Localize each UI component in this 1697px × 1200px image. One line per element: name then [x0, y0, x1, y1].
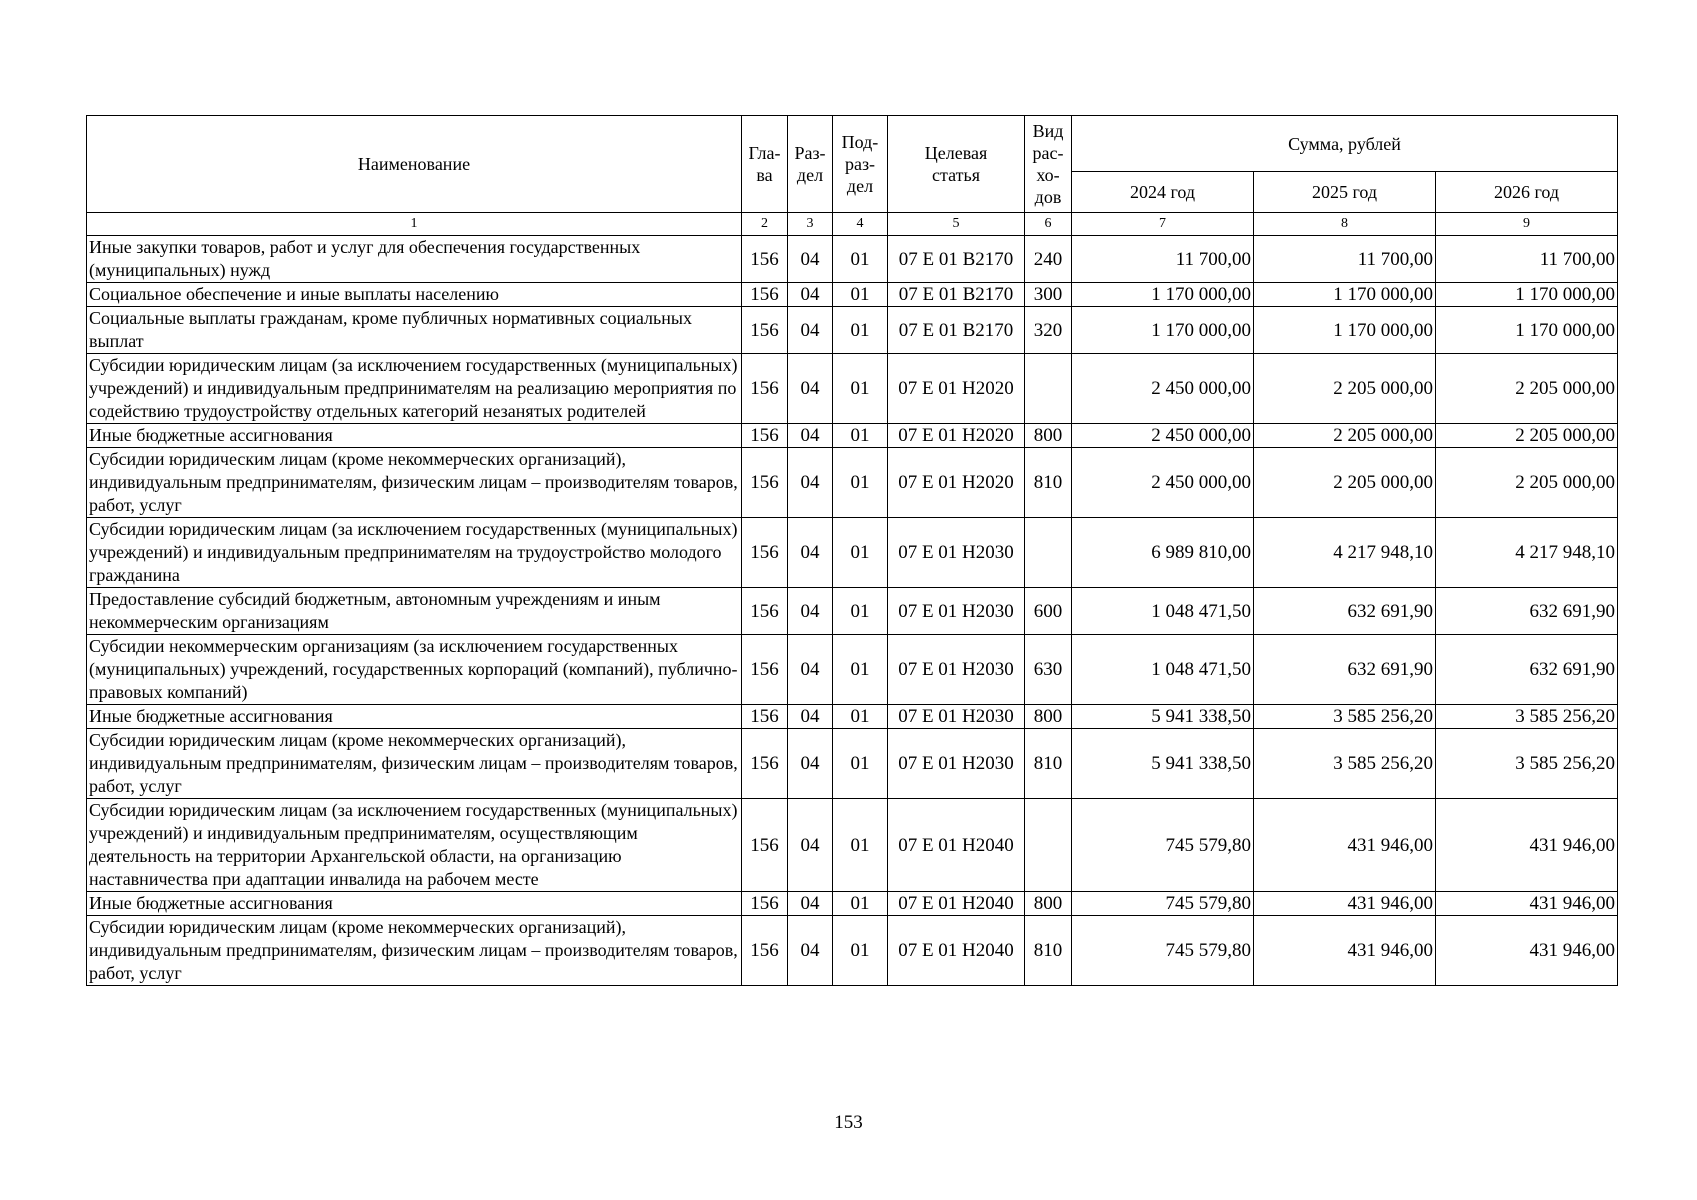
- row-chapter: 156: [742, 236, 788, 283]
- page-number: 153: [834, 1112, 863, 1133]
- row-section: 04: [788, 635, 833, 705]
- row-chapter: 156: [742, 705, 788, 729]
- row-target: 07 Е 01 Н2030: [888, 729, 1025, 799]
- row-target: 07 Е 01 Н2030: [888, 635, 1025, 705]
- row-section: 04: [788, 283, 833, 307]
- row-target: 07 Е 01 В2170: [888, 283, 1025, 307]
- header-year-2026: 2026 год: [1436, 172, 1618, 213]
- row-name: Субсидии юридическим лицам (за исключением государственных (муниципальных) учреждений) и индивидуальным предпринимателям, осуществляющим деятельность на территории Архангельской области, на организацию наставничества при адаптации инвалида на рабочем месте: [87, 799, 742, 892]
- table-row: [87, 705, 1618, 729]
- row-target: 07 Е 01 Н2030: [888, 705, 1025, 729]
- header-section: [788, 116, 833, 213]
- row-expense-type: 240: [1025, 236, 1072, 283]
- row-chapter: 156: [742, 588, 788, 635]
- row-subsection: 01: [833, 916, 888, 986]
- row-expense-type: 600: [1025, 588, 1072, 635]
- header-year-2024: 2024 год: [1072, 172, 1254, 213]
- row-sum-2026: 3 585 256,20: [1436, 729, 1618, 799]
- table-row: [87, 283, 1618, 307]
- row-target: 07 Е 01 В2170: [888, 236, 1025, 283]
- row-sum-2025: 431 946,00: [1254, 916, 1436, 986]
- table-row: [87, 307, 1618, 354]
- row-name: Иные закупки товаров, работ и услуг для обеспечения государственных (муниципальных) нужд: [87, 236, 742, 283]
- column-number: 6: [1025, 213, 1072, 236]
- header-subsection-label: Под- раз- дел: [841, 132, 879, 196]
- row-sum-2024: 5 941 338,50: [1072, 705, 1254, 729]
- row-sum-2026: 2 205 000,00: [1436, 448, 1618, 518]
- header-target: [888, 116, 1025, 213]
- row-section: 04: [788, 729, 833, 799]
- row-section: 04: [788, 892, 833, 916]
- row-sum-2026: 11 700,00: [1436, 236, 1618, 283]
- table-body: [87, 236, 1618, 986]
- row-chapter: 156: [742, 307, 788, 354]
- row-sum-2025: 431 946,00: [1254, 799, 1436, 892]
- row-target: 07 Е 01 Н2040: [888, 892, 1025, 916]
- row-expense-type: 300: [1025, 283, 1072, 307]
- row-sum-2025: 1 170 000,00: [1254, 283, 1436, 307]
- row-sum-2024: 2 450 000,00: [1072, 354, 1254, 424]
- row-chapter: 156: [742, 518, 788, 588]
- row-sum-2026: 3 585 256,20: [1436, 705, 1618, 729]
- row-chapter: 156: [742, 916, 788, 986]
- row-expense-type: 800: [1025, 892, 1072, 916]
- row-sum-2026: 2 205 000,00: [1436, 424, 1618, 448]
- table-row: [87, 892, 1618, 916]
- row-subsection: 01: [833, 236, 888, 283]
- table-row: [87, 588, 1618, 635]
- row-sum-2025: 431 946,00: [1254, 892, 1436, 916]
- row-sum-2026: 1 170 000,00: [1436, 307, 1618, 354]
- row-target: 07 Е 01 Н2020: [888, 354, 1025, 424]
- table-row: [87, 236, 1618, 283]
- budget-table: [86, 115, 1618, 986]
- row-sum-2024: 745 579,80: [1072, 892, 1254, 916]
- row-section: 04: [788, 354, 833, 424]
- row-target: 07 Е 01 Н2040: [888, 916, 1025, 986]
- row-chapter: 156: [742, 635, 788, 705]
- row-chapter: 156: [742, 729, 788, 799]
- column-number: 1: [87, 213, 742, 236]
- row-target: 07 Е 01 Н2040: [888, 799, 1025, 892]
- row-sum-2025: 632 691,90: [1254, 588, 1436, 635]
- row-name: Субсидии юридическим лицам (кроме некоммерческих организаций), индивидуальным предпринимателям, физическим лицам – производителям товаров, работ, услуг: [87, 448, 742, 518]
- header-subsection: [833, 116, 888, 213]
- column-number: 7: [1072, 213, 1254, 236]
- row-sum-2024: 1 048 471,50: [1072, 635, 1254, 705]
- row-section: 04: [788, 518, 833, 588]
- header-sum: Сумма, рублей: [1072, 116, 1618, 172]
- row-sum-2024: 1 170 000,00: [1072, 307, 1254, 354]
- row-sum-2024: 745 579,80: [1072, 799, 1254, 892]
- row-sum-2025: 2 205 000,00: [1254, 354, 1436, 424]
- table-row: [87, 916, 1618, 986]
- row-section: 04: [788, 424, 833, 448]
- row-sum-2026: 431 946,00: [1436, 892, 1618, 916]
- row-subsection: 01: [833, 729, 888, 799]
- row-name: Социальное обеспечение и иные выплаты населению: [87, 283, 742, 307]
- row-sum-2025: 3 585 256,20: [1254, 729, 1436, 799]
- row-sum-2026: 632 691,90: [1436, 635, 1618, 705]
- header-chapter-label: Гла- ва: [748, 143, 781, 185]
- row-subsection: 01: [833, 354, 888, 424]
- table-row: [87, 729, 1618, 799]
- row-name: Субсидии юридическим лицам (за исключением государственных (муниципальных) учреждений) и индивидуальным предпринимателям на трудоустройство молодого гражданина: [87, 518, 742, 588]
- column-number: 2: [742, 213, 788, 236]
- row-expense-type: 320: [1025, 307, 1072, 354]
- row-expense-type: 810: [1025, 916, 1072, 986]
- row-name: Субсидии некоммерческим организациям (за исключением государственных (муниципальных) учреждений, государственных корпораций (компаний), публично-правовых компаний): [87, 635, 742, 705]
- row-sum-2025: 3 585 256,20: [1254, 705, 1436, 729]
- row-subsection: 01: [833, 518, 888, 588]
- row-sum-2026: 2 205 000,00: [1436, 354, 1618, 424]
- row-chapter: 156: [742, 424, 788, 448]
- row-target: 07 Е 01 Н2020: [888, 448, 1025, 518]
- header-year-2025: 2025 год: [1254, 172, 1436, 213]
- header-expense-type: [1025, 116, 1072, 213]
- column-number: 3: [788, 213, 833, 236]
- table-row: [87, 354, 1618, 424]
- table-row: [87, 424, 1618, 448]
- row-sum-2025: 11 700,00: [1254, 236, 1436, 283]
- header-section-label: Раз- дел: [794, 143, 826, 185]
- row-sum-2024: 6 989 810,00: [1072, 518, 1254, 588]
- row-expense-type: 810: [1025, 448, 1072, 518]
- row-chapter: 156: [742, 283, 788, 307]
- row-section: 04: [788, 916, 833, 986]
- row-name: Иные бюджетные ассигнования: [87, 892, 742, 916]
- row-section: 04: [788, 799, 833, 892]
- row-name: Субсидии юридическим лицам (кроме некоммерческих организаций), индивидуальным предпринимателям, физическим лицам – производителям товаров, работ, услуг: [87, 729, 742, 799]
- column-number: 4: [833, 213, 888, 236]
- column-number-row: [87, 213, 1618, 236]
- row-subsection: 01: [833, 448, 888, 518]
- row-sum-2025: 4 217 948,10: [1254, 518, 1436, 588]
- table-row: [87, 799, 1618, 892]
- row-target: 07 Е 01 Н2030: [888, 588, 1025, 635]
- row-subsection: 01: [833, 307, 888, 354]
- row-sum-2024: 1 048 471,50: [1072, 588, 1254, 635]
- row-subsection: 01: [833, 635, 888, 705]
- row-expense-type: 800: [1025, 705, 1072, 729]
- table-row: [87, 635, 1618, 705]
- row-chapter: 156: [742, 892, 788, 916]
- row-expense-type: [1025, 518, 1072, 588]
- row-expense-type: 630: [1025, 635, 1072, 705]
- row-sum-2024: 2 450 000,00: [1072, 424, 1254, 448]
- row-expense-type: 810: [1025, 729, 1072, 799]
- row-target: 07 Е 01 В2170: [888, 307, 1025, 354]
- row-sum-2024: 5 941 338,50: [1072, 729, 1254, 799]
- row-sum-2026: 431 946,00: [1436, 799, 1618, 892]
- row-section: 04: [788, 588, 833, 635]
- row-sum-2026: 1 170 000,00: [1436, 283, 1618, 307]
- row-section: 04: [788, 705, 833, 729]
- header-target-label: Целевая статья: [924, 143, 988, 185]
- row-sum-2026: 632 691,90: [1436, 588, 1618, 635]
- row-sum-2025: 1 170 000,00: [1254, 307, 1436, 354]
- row-name: Иные бюджетные ассигнования: [87, 424, 742, 448]
- column-number: 8: [1254, 213, 1436, 236]
- row-section: 04: [788, 236, 833, 283]
- table-row: [87, 518, 1618, 588]
- row-chapter: 156: [742, 448, 788, 518]
- row-subsection: 01: [833, 424, 888, 448]
- row-subsection: 01: [833, 892, 888, 916]
- column-number: 5: [888, 213, 1025, 236]
- row-chapter: 156: [742, 354, 788, 424]
- header-name: Наименование: [87, 116, 742, 213]
- row-chapter: 156: [742, 799, 788, 892]
- row-expense-type: [1025, 799, 1072, 892]
- row-subsection: 01: [833, 588, 888, 635]
- row-expense-type: 800: [1025, 424, 1072, 448]
- row-sum-2026: 431 946,00: [1436, 916, 1618, 986]
- row-section: 04: [788, 307, 833, 354]
- row-subsection: 01: [833, 283, 888, 307]
- row-name: Предоставление субсидий бюджетным, автономным учреждениям и иным некоммерческим организациям: [87, 588, 742, 635]
- row-section: 04: [788, 448, 833, 518]
- row-subsection: 01: [833, 799, 888, 892]
- header-chapter: [742, 116, 788, 213]
- row-sum-2024: 2 450 000,00: [1072, 448, 1254, 518]
- row-sum-2025: 2 205 000,00: [1254, 448, 1436, 518]
- row-sum-2024: 1 170 000,00: [1072, 283, 1254, 307]
- table-row: [87, 448, 1618, 518]
- row-subsection: 01: [833, 705, 888, 729]
- column-number: 9: [1436, 213, 1618, 236]
- row-sum-2024: 11 700,00: [1072, 236, 1254, 283]
- row-target: 07 Е 01 Н2020: [888, 424, 1025, 448]
- row-target: 07 Е 01 Н2030: [888, 518, 1025, 588]
- row-sum-2024: 745 579,80: [1072, 916, 1254, 986]
- row-name: Субсидии юридическим лицам (за исключением государственных (муниципальных) учреждений) и индивидуальным предпринимателям на реализацию мероприятия по содействию трудоустройству отдельных категорий незанятых родителей: [87, 354, 742, 424]
- row-name: Субсидии юридическим лицам (кроме некоммерческих организаций), индивидуальным предпринимателям, физическим лицам – производителям товаров, работ, услуг: [87, 916, 742, 986]
- header-expense-type-label: Вид рас- хо- дов: [1032, 121, 1064, 207]
- row-sum-2025: 2 205 000,00: [1254, 424, 1436, 448]
- row-expense-type: [1025, 354, 1072, 424]
- row-sum-2025: 632 691,90: [1254, 635, 1436, 705]
- row-name: Социальные выплаты гражданам, кроме публичных нормативных социальных выплат: [87, 307, 742, 354]
- row-sum-2026: 4 217 948,10: [1436, 518, 1618, 588]
- row-name: Иные бюджетные ассигнования: [87, 705, 742, 729]
